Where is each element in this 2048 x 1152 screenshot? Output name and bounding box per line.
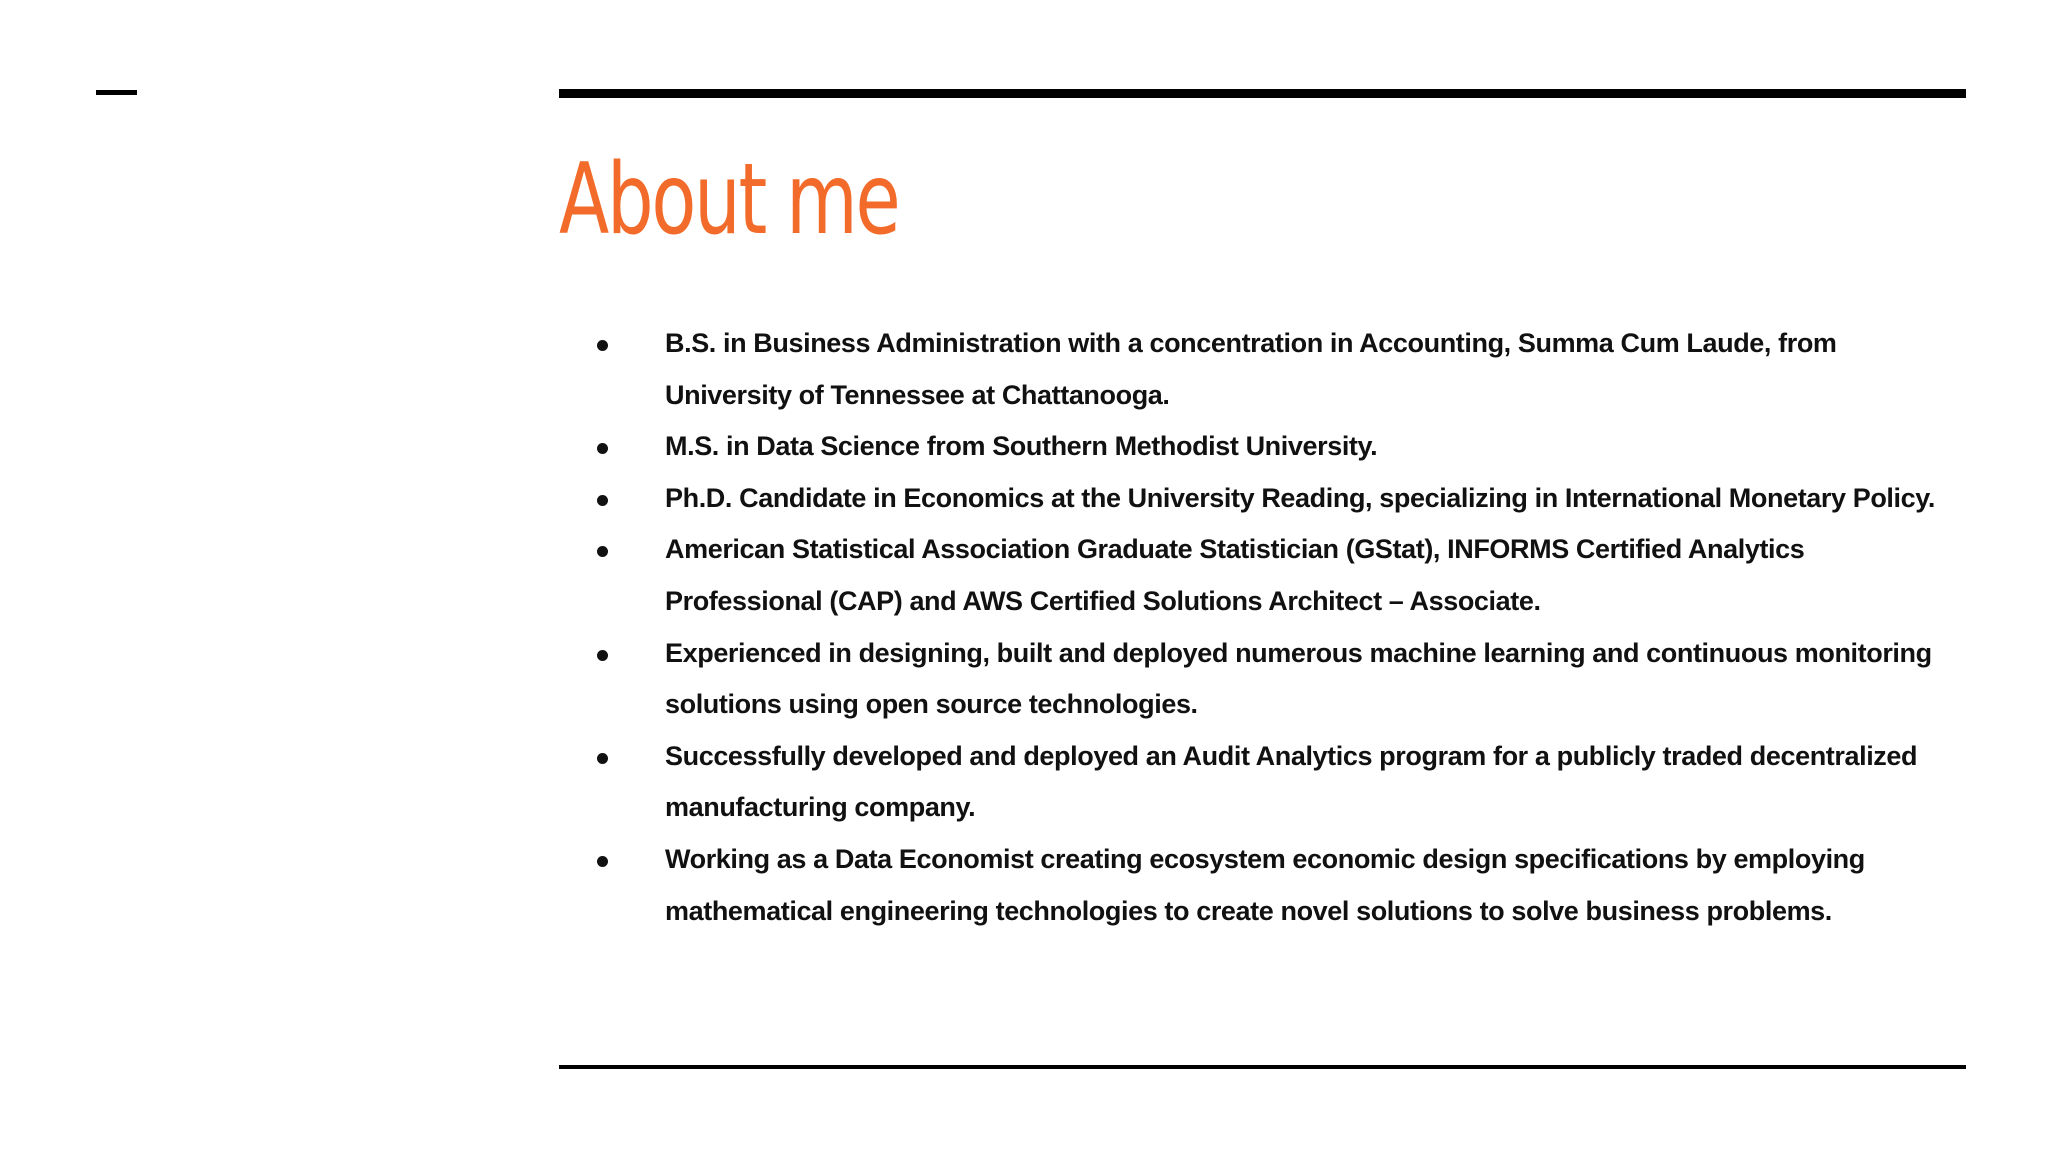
bullet-dot-icon [597,443,608,454]
bullet-text: Working as a Data Economist creating ecosystem economic design specifications by employing mathematical engineering technologies to create novel solutions to solve business problems. [665,843,1865,926]
bullet-item [597,834,1957,937]
bullet-dot-icon [597,495,608,506]
bullet-text: Experienced in designing, built and deployed numerous machine learning and continuous monitoring solutions using open source technologies. [665,637,1932,720]
bullet-text: Ph.D. Candidate in Economics at the University Reading, specializing in International Monetary Policy. [665,482,1935,513]
corner-dash-decoration [96,90,137,95]
bullet-dot-icon [597,753,608,764]
bullet-item [597,318,1957,421]
bullet-item [597,628,1957,731]
bullet-list [597,318,1957,937]
top-rule-divider [559,89,1966,98]
bullet-text: M.S. in Data Science from Southern Methodist University. [665,431,1378,462]
slide-title: About me [559,143,899,257]
bullet-dot-icon [597,546,608,557]
bullet-text: B.S. in Business Administration with a concentration in Accounting, Summa Cum Laude, from University of Tennessee at Chattanooga. [665,328,1837,410]
bottom-rule-divider [559,1065,1966,1069]
bullet-item [597,421,1957,473]
bullet-dot-icon [597,650,608,661]
bullet-dot-icon [597,856,608,867]
bullet-item [597,731,1957,834]
bullet-item [597,524,1957,627]
bullet-text: American Statistical Association Graduate Statistician (GStat), INFORMS Certified Analytics Professional (CAP) and AWS Certified Solutions Architect – Associate. [665,534,1805,616]
bullet-item [597,473,1957,525]
bullet-text: Successfully developed and deployed an Audit Analytics program for a publicly traded decentralized manufacturing company. [665,740,1918,823]
bullet-dot-icon [597,340,608,351]
